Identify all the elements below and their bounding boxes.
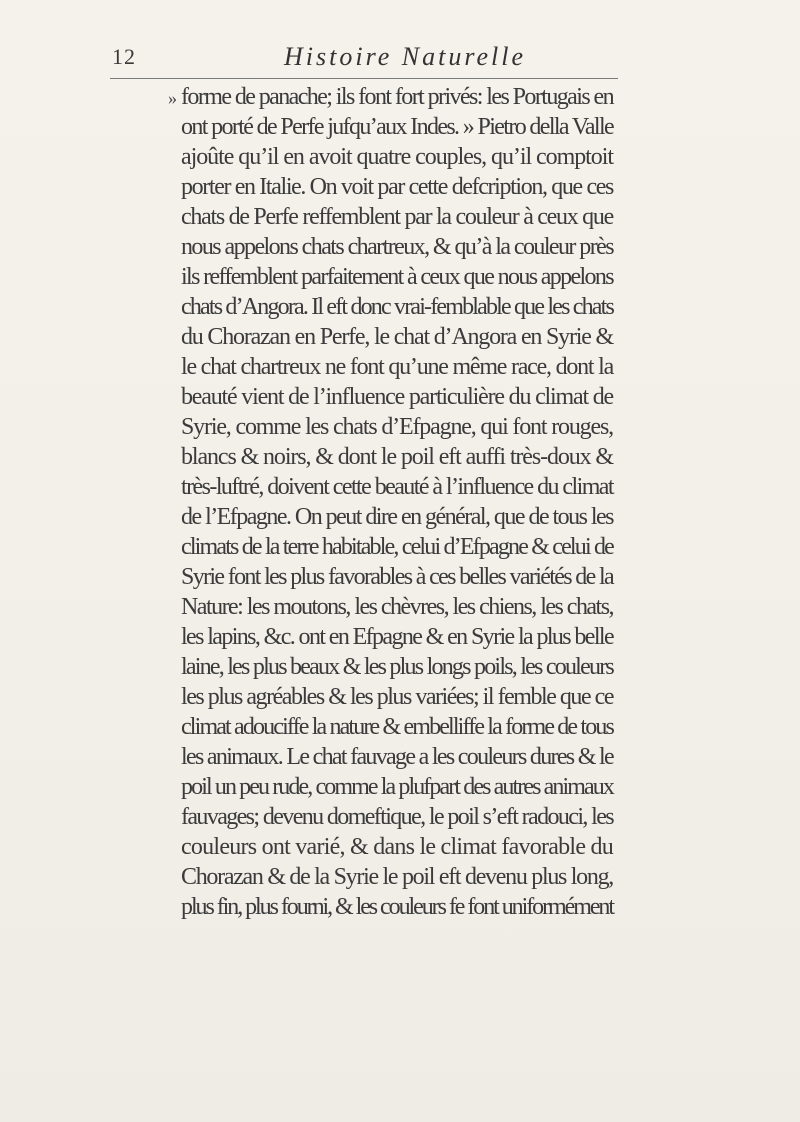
text-line: climats de la terre habitable, celui d’Efpagne & celui de <box>181 534 613 560</box>
text-line: couleurs ont varié, & dans le climat favorable du <box>181 834 613 860</box>
text-line: Chorazan & de la Syrie le poil eft devenu plus long, <box>181 864 613 890</box>
text-line: ils reffemblent parfaitement à ceux que nous appelons <box>181 264 613 290</box>
header-rule <box>110 78 618 79</box>
text-line: les animaux. Le chat fauvage a les couleurs dures & le <box>181 744 613 770</box>
text-line: fauvages; devenu domeftique, le poil s’eft radouci, les <box>181 804 613 830</box>
text-line: ajoûte qu’il en avoit quatre couples, qu’il comptoit <box>181 144 613 170</box>
text-line: forme de panache; ils font fort privés: les Portugais en <box>181 84 613 110</box>
text-line: poil un peu rude, comme la plufpart des autres animaux <box>181 774 613 800</box>
text-line: le chat chartreux ne font qu’une même race, dont la <box>181 354 614 380</box>
text-line: chats d’Angora. Il eft donc vrai-femblable que les chats <box>181 294 613 320</box>
text-line: blancs & noirs, & dont le poil eft auffi très-doux & <box>181 444 614 470</box>
text-line: Nature: les moutons, les chèvres, les chiens, les chats, <box>181 594 613 620</box>
text-line: très-luftré, doivent cette beauté à l’influence du climat <box>181 474 613 500</box>
page-header <box>0 42 800 82</box>
text-line: climat adouciffe la nature & embelliffe la forme de tous <box>181 714 613 740</box>
text-line: nous appelons chats chartreux, & qu’à la couleur près <box>181 234 614 260</box>
text-line: les lapins, &c. ont en Efpagne & en Syrie la plus belle <box>181 624 613 650</box>
text-line: Syrie, comme les chats d’Efpagne, qui font rouges, <box>181 414 613 440</box>
text-line: de l’Efpagne. On peut dire en général, que de tous les <box>181 504 613 530</box>
text-line: ont porté de Perfe jufqu’aux Indes. » Pietro della Valle <box>181 114 614 140</box>
text-line: du Chorazan en Perfe, le chat d’Angora en Syrie & <box>181 324 613 350</box>
text-line: les plus agréables & les plus variées; il femble que ce <box>181 684 613 710</box>
text-line: Syrie font les plus favorables à ces belles variétés de la <box>181 564 614 590</box>
text-line: laine, les plus beaux & les plus longs poils, les couleurs <box>181 654 613 680</box>
running-title: Histoire Naturelle <box>284 42 527 71</box>
text-line: beauté vient de l’influence particulière du climat de <box>181 384 613 410</box>
continuation-quote-mark: » <box>168 88 177 108</box>
text-line: chats de Perfe reffemblent par la couleur à ceux que <box>181 204 613 230</box>
text-line: plus fin, plus fourni, & les couleurs fe font uniformément <box>181 894 613 920</box>
text-line: porter en Italie. On voit par cette defcription, que ces <box>181 174 613 200</box>
page-number: 12 <box>112 44 136 69</box>
